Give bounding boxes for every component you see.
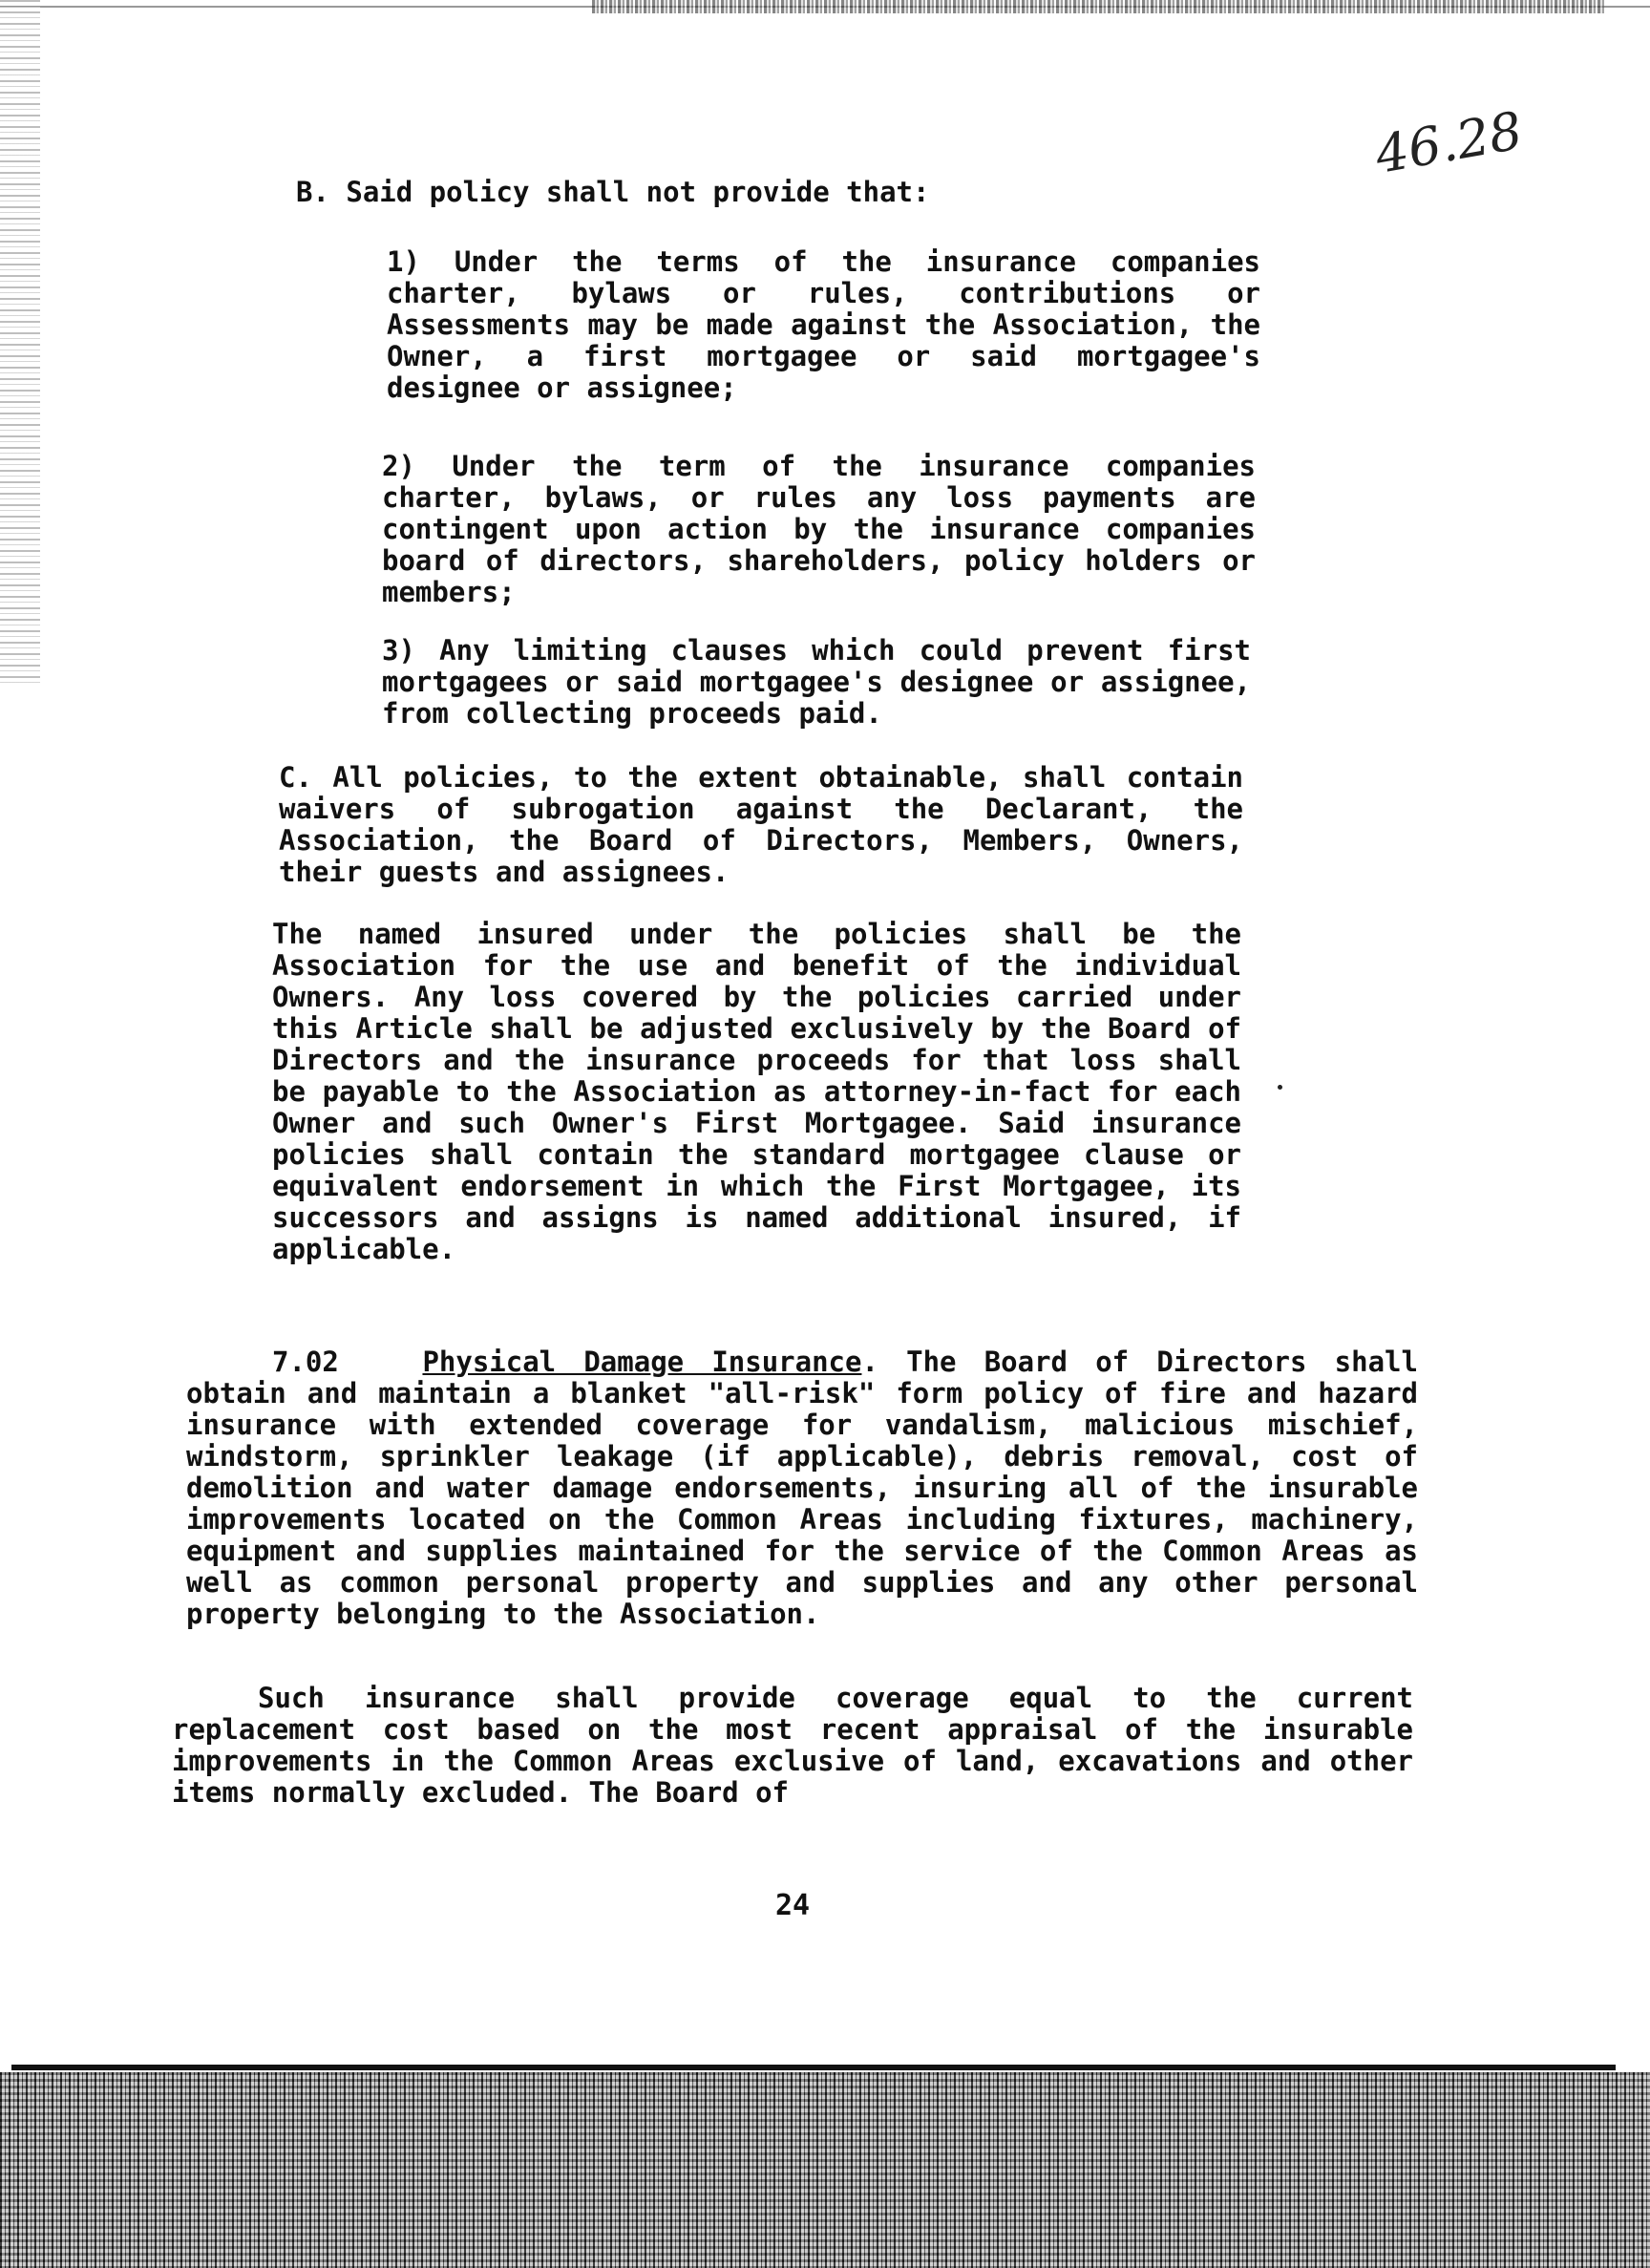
section-c-paragraph: C. All policies, to the extent obtainable, shall contain waivers of subrogation against the Declarant, the Association, the Board of Directors, Members, Owners, their guests and assignees. [279, 761, 1243, 888]
section-b-item-3: 3) Any limiting clauses which could prevent first mortgagees or said mortgagee's designee or assignee, from collecting proceeds paid. [382, 634, 1251, 730]
scan-edge-bottom-line [11, 2065, 1616, 2070]
stray-mark [1278, 1085, 1282, 1090]
section-b-heading: B. Said policy shall not provide that: [296, 176, 930, 208]
scan-noise-bottom [0, 2072, 1650, 2268]
scan-noise-left [0, 0, 40, 688]
section-b-item-2: 2) Under the term of the insurance companies charter, bylaws, or rules any loss payments are contingent upon action by the insurance companies board of directors, shareholders, policy holders or members; [382, 450, 1256, 608]
section-702-paragraph [186, 1346, 1418, 1630]
section-702-heading: Physical Damage Insurance [422, 1346, 862, 1378]
named-insured-paragraph: The named insured under the policies shall be the Association for the use and benefit of the individual Owners. Any loss covered by the policies carried under this Article shall be adjusted exclusively by the Board of Directors and the insurance proceeds for that loss shall be payable to the Association as attorney-in-fact for each Owner and such Owner's First Mortgagee. Said insurance policies shall contain the standard mortgagee clause or equivalent endorsement in which the First Mortgagee, its successors and assigns is named additional insured, if applicable. [272, 918, 1241, 1265]
section-702-text: . The Board of Directors shall obtain and maintain a blanket "all-risk" form policy of fire and hazard insurance with extended coverage for vandalism, malicious mischief, windstorm, sprinkler leakage (if applicable), debris removal, cost of demolition and water damage endorsements, insuring all of the insurable improvements located on the Common Areas including fixtures, machinery, equipment and supplies maintained for the service of the Common Areas as well as common personal property and supplies and any other personal property belonging to the Association. [186, 1346, 1418, 1630]
scan-noise-top [592, 0, 1604, 13]
such-insurance-paragraph [172, 1683, 1413, 1809]
such-insurance-text: Such insurance shall provide coverage equal to the current replacement cost based on the most recent appraisal of the insurable improvements in the Common Areas exclusive of land, excavations and other items normally excluded. The Board of [172, 1682, 1413, 1809]
section-b-item-1: 1) Under the terms of the insurance companies charter, bylaws or rules, contributions or Assessments may be made against the Association, the Owner, a first mortgagee or said mortgagee's designee or assignee; [387, 245, 1260, 404]
handwritten-note: 46.28 [1370, 100, 1527, 185]
section-702-number: 7.02 [272, 1346, 339, 1378]
page-number: 24 [774, 1889, 811, 1922]
